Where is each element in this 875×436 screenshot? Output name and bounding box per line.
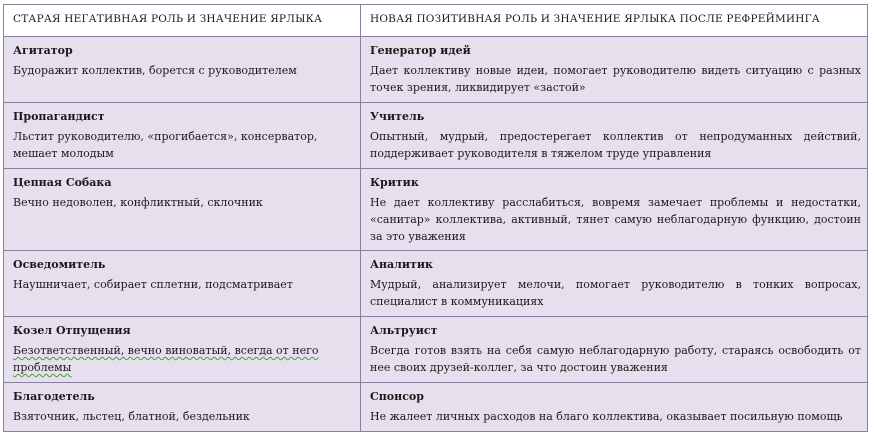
new-role-name: Альтруист	[370, 324, 438, 337]
old-role-cell	[4, 37, 361, 103]
new-role-cell	[361, 383, 868, 432]
old-role-name: Пропагандист	[13, 110, 105, 123]
old-role-name: Агитатор	[13, 44, 73, 57]
new-role-name: Критик	[370, 176, 419, 189]
new-role-desc: Опытный, мудрый, предостерегает коллектив от непродуманных действий, поддерживает руководителя в тяжелом труде управления	[370, 130, 861, 160]
header-new-role: НОВАЯ ПОЗИТИВНАЯ РОЛЬ И ЗНАЧЕНИЕ ЯРЛЫКА ПОСЛЕ РЕФРЕЙМИНГА	[361, 5, 868, 37]
old-role-cell	[4, 169, 361, 251]
old-role-cell	[4, 103, 361, 169]
old-role-name: Козел Отпущения	[13, 324, 131, 337]
old-role-desc: Наушничает, собирает сплетни, подсматривает	[13, 278, 293, 291]
new-role-cell	[361, 251, 868, 317]
old-role-cell	[4, 383, 361, 432]
new-role-name: Учитель	[370, 110, 425, 123]
new-role-desc: Дает коллективу новые идеи, помогает руководителю видеть ситуацию с разных точек зрения, ликвидирует «застой»	[370, 64, 861, 94]
header-old-role: СТАРАЯ НЕГАТИВНАЯ РОЛЬ И ЗНАЧЕНИЕ ЯРЛЫКА	[4, 5, 361, 37]
table-header-row	[4, 5, 868, 37]
new-role-desc: Не дает коллективу расслабиться, вовремя замечает проблемы и недостатки, «санитар» коллектива, активный, тянет самую неблагодарную функцию, достоин за это уважения	[370, 196, 861, 243]
old-role-desc: Вечно недоволен, конфликтный, склочник	[13, 196, 263, 209]
new-role-name: Аналитик	[370, 258, 433, 271]
old-role-name: Осведомитель	[13, 258, 106, 271]
table-row	[4, 383, 868, 432]
old-role-name: Благодетель	[13, 390, 95, 403]
roles-table	[3, 4, 868, 432]
old-role-desc: Безответственный, вечно виноватый, всегда от него проблемы	[13, 344, 319, 374]
new-role-cell	[361, 317, 868, 383]
old-role-desc: Взяточник, льстец, блатной, бездельник	[13, 410, 250, 423]
old-role-desc: Будоражит коллектив, борется с руководителем	[13, 64, 297, 77]
table-row	[4, 317, 868, 383]
old-role-cell	[4, 317, 361, 383]
table-row	[4, 169, 868, 251]
table-row	[4, 251, 868, 317]
old-role-cell	[4, 251, 361, 317]
new-role-cell	[361, 169, 868, 251]
new-role-desc: Не жалеет личных расходов на благо коллектива, оказывает посильную помощь	[370, 410, 843, 423]
new-role-desc: Мудрый, анализирует мелочи, помогает руководителю в тонких вопросах, специалист в коммуникациях	[370, 278, 861, 308]
new-role-name: Спонсор	[370, 390, 424, 403]
old-role-desc: Льстит руководителю, «прогибается», консерватор, мешает молодым	[13, 130, 318, 160]
new-role-cell	[361, 37, 868, 103]
new-role-cell	[361, 103, 868, 169]
old-role-name: Цепная Собака	[13, 176, 112, 189]
table-row	[4, 37, 868, 103]
new-role-desc: Всегда готов взять на себя самую неблагодарную работу, стараясь освободить от нее своих друзей-коллег, за что достоин уважения	[370, 344, 861, 374]
table-row	[4, 103, 868, 169]
new-role-name: Генератор идей	[370, 44, 471, 57]
